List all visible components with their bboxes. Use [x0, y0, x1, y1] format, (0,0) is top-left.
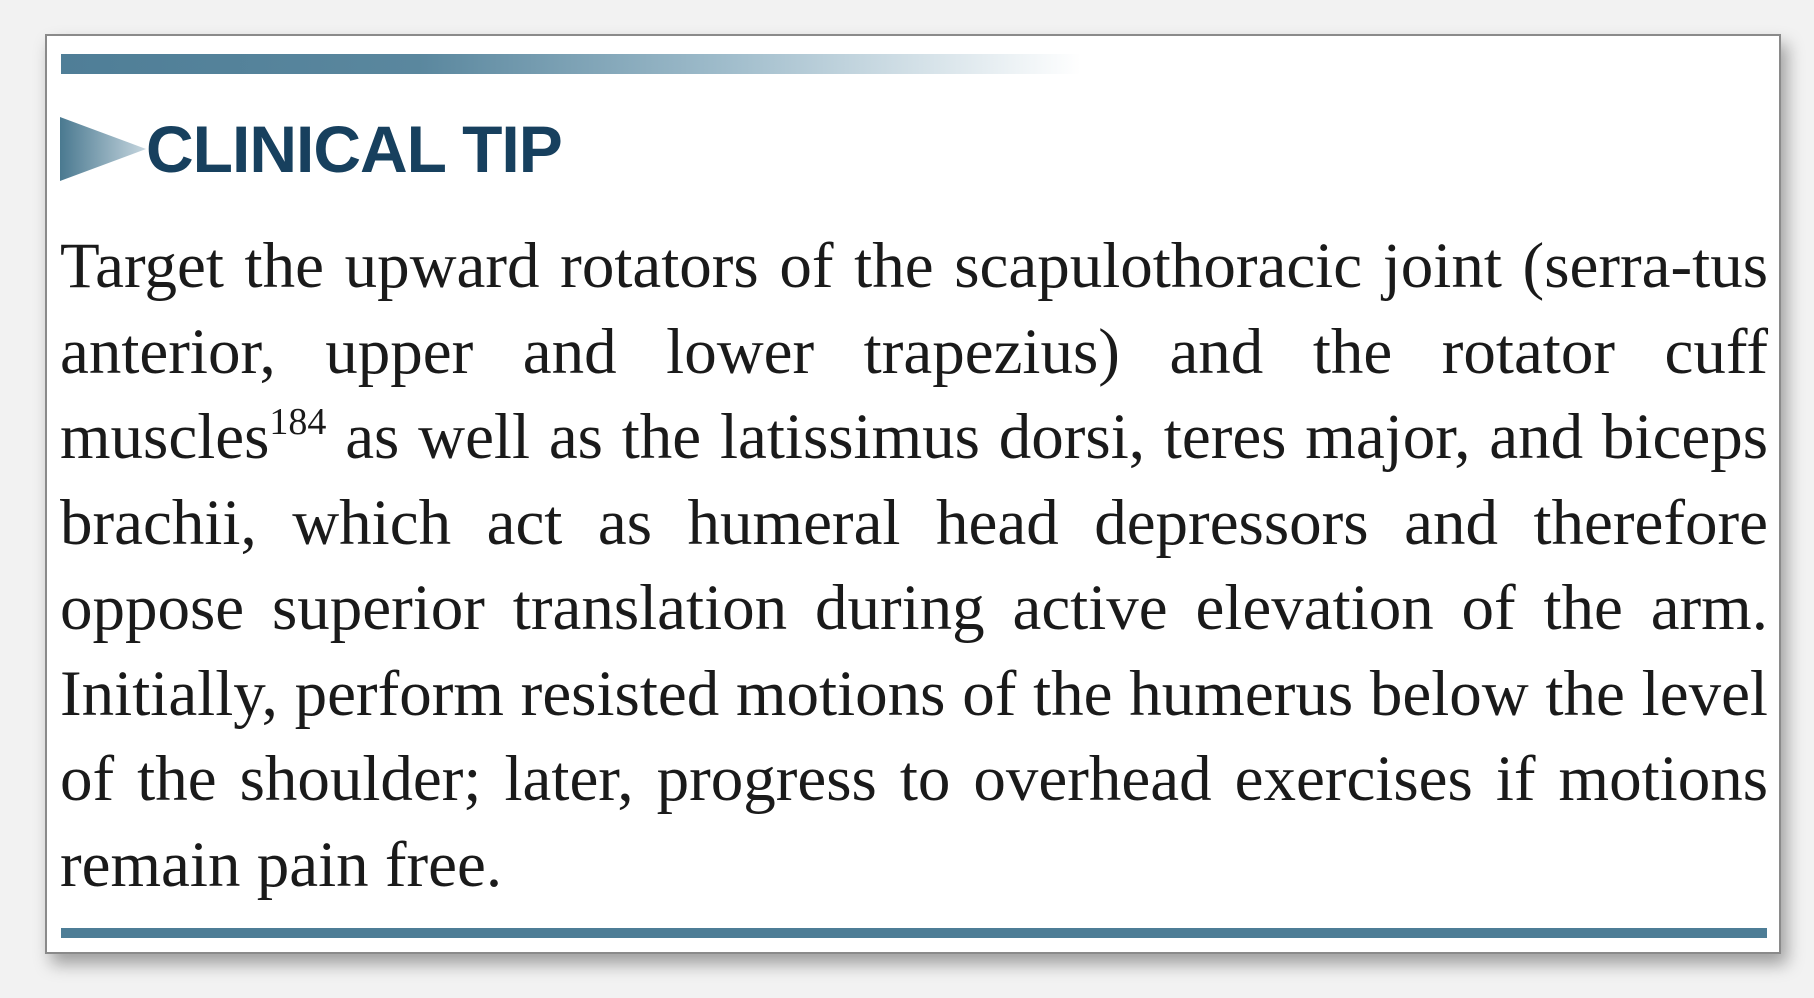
bottom-rule [61, 928, 1767, 938]
clinical-tip-box [45, 34, 1781, 954]
tip-body-text-1: Target the upward rotators of the scapulothoracic joint (serra-tus anterior, upper and lower trapezius) and the rotator cuff muscles [60, 230, 1768, 473]
tip-title: CLINICAL TIP [146, 112, 562, 186]
reference-superscript: 184 [269, 401, 327, 443]
tip-body-text-2: as well as the latissimus dorsi, teres major, and biceps brachii, which act as humeral head depressors and therefore oppose superior translation during active elevation of the arm. Initially, perform resisted motions of the humerus below the level of the shoulder; later, progress to overhead exercises if motions remain pain free. [60, 401, 1768, 901]
triangle-arrow-icon [60, 117, 148, 181]
tip-body [60, 224, 1768, 908]
top-rule [61, 54, 1081, 74]
tip-header [60, 114, 562, 184]
